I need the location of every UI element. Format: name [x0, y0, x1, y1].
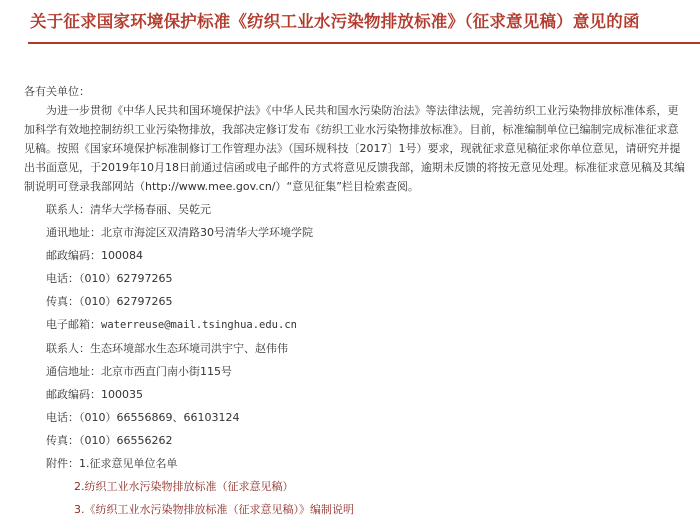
- contact2-postcode-label: 邮政编码：: [46, 388, 101, 401]
- attachments-label: 附件：: [46, 457, 79, 470]
- contact1-postcode: [24, 246, 688, 265]
- attachment-list: [24, 454, 688, 473]
- contact1-address: [24, 223, 688, 242]
- contact1-fax-value: （010）62797265: [79, 295, 173, 308]
- contact1-fax-label: 传真：: [46, 295, 79, 308]
- contact2-address: [24, 362, 688, 381]
- contact1-person: [24, 200, 688, 219]
- attachment-item-1: 1.征求意见单位名单: [79, 457, 178, 470]
- contact1-postcode-label: 邮政编码：: [46, 249, 101, 262]
- contact1-postcode-value: 100084: [101, 249, 143, 262]
- contact1-phone-value: （010）62797265: [79, 272, 173, 285]
- contact1-fax: [24, 292, 688, 311]
- contact2-fax-value: （010）66556262: [79, 434, 173, 447]
- contact2-phone-label: 电话：: [46, 411, 79, 424]
- contact1-person-label: 联系人：: [46, 203, 90, 216]
- contact1-address-value: 北京市海淀区双清路30号清华大学环境学院: [101, 226, 313, 239]
- contact2-person-value: 生态环境部水生态环境司洪宇宁、赵伟伟: [90, 342, 288, 355]
- contact1-address-label: 通讯地址：: [46, 226, 101, 239]
- title-divider: [28, 42, 700, 44]
- contact2-person: [24, 339, 688, 358]
- contact1-person-value: 清华大学杨春丽、吴乾元: [90, 203, 211, 216]
- contact1-phone-label: 电话：: [46, 272, 79, 285]
- contact2-fax-label: 传真：: [46, 434, 79, 447]
- attachment-row-3: [24, 500, 688, 519]
- contact1-email-label: 电子邮箱：: [46, 318, 101, 331]
- contact2-address-value: 北京市西直门南小街115号: [101, 365, 232, 378]
- contact2-address-label: 通信地址：: [46, 365, 101, 378]
- attachment-link-2[interactable]: 2.纺织工业水污染物排放标准（征求意见稿）: [74, 480, 294, 493]
- contact2-postcode: [24, 385, 688, 404]
- salutation: 各有关单位：: [24, 85, 90, 98]
- attachment-row-2: [24, 477, 688, 496]
- contact2-postcode-value: 100035: [101, 388, 143, 401]
- contact2-fax: [24, 431, 688, 450]
- contact1-phone: [24, 269, 688, 288]
- contact2-phone-value: （010）66556869、66103124: [79, 411, 240, 424]
- contact2-person-label: 联系人：: [46, 342, 90, 355]
- contact1-email-value[interactable]: waterreuse@mail.tsinghua.edu.cn: [101, 319, 297, 331]
- letter-body: [24, 82, 688, 519]
- contact1-email: [24, 315, 688, 335]
- attachment-link-3[interactable]: 3.《纺织工业水污染物排放标准（征求意见稿）》编制说明: [74, 503, 354, 516]
- document-title: 关于征求国家环境保护标准《纺织工业水污染物排放标准》（征求意见稿）意见的函: [30, 12, 640, 31]
- body-paragraph: 为进一步贯彻《中华人民共和国环境保护法》《中华人民共和国水污染防治法》等法律法规，完善纺织工业污染物排放标准体系，更加科学有效地控制纺织工业污染物排放，我部决定修订发布《纺织工业水污染物排放标准》。目前，标准编制单位已编制完成标准征求意见稿。按照《国家环境保护标准制修订工作管理办法》（国环规科技〔2017〕1号）要求，现就征求意见稿征求你单位意见，请研究并提出书面意见，于2019年10月18日前通过信函或电子邮件的方式将意见反馈我部，逾期未反馈的将按无意见处理。标准征求意见稿及其编制说明可登录我部网站（http://www.mee.gov.cn/）“意见征集”栏目检索查阅。: [24, 104, 685, 193]
- contact2-phone: [24, 408, 688, 427]
